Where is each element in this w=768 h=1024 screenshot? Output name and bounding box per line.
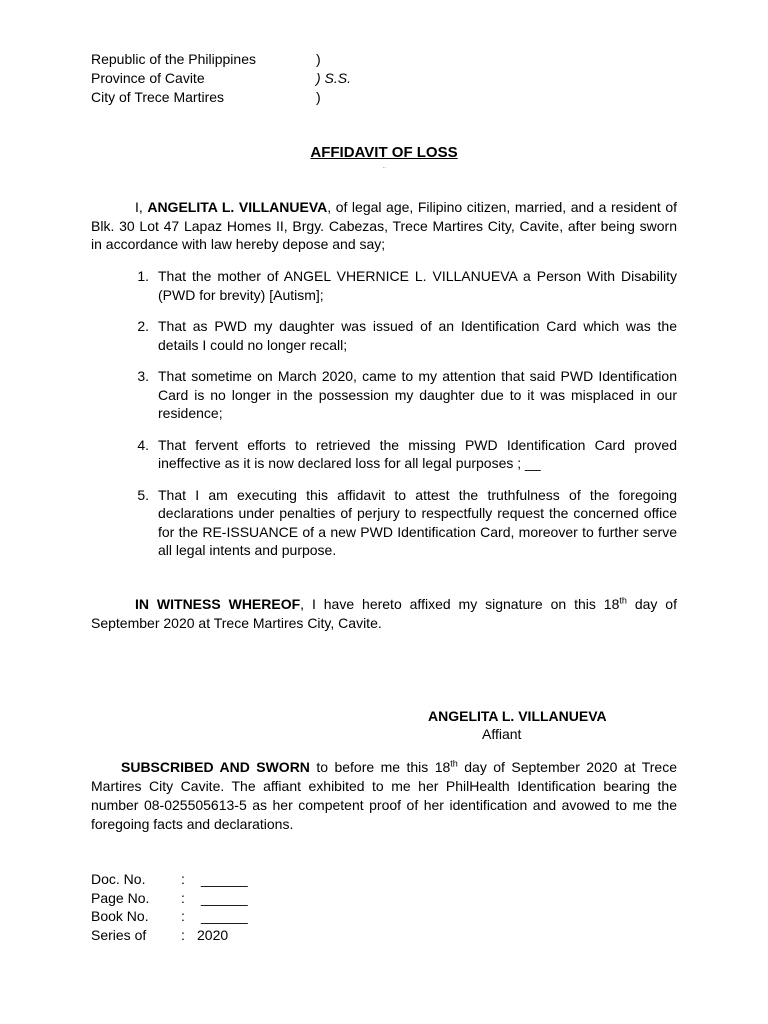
notarial-value: ______ [201,871,248,887]
jurat-lead: SUBSCRIBED AND SWORN [121,759,310,775]
item-number: 4. [137,436,149,453]
jurat-paragraph [91,758,677,834]
notarial-colon: : [181,908,185,924]
statement-list [91,267,677,560]
notarial-value: 2020 [197,926,229,943]
notarial-row [91,870,248,889]
statement-item [91,267,677,304]
notarial-label: Doc. No. [91,871,146,887]
item-text: That fervent efforts to retrieved the missing PWD Identification Card proved ineffective as it is now declared loss for all legal purposes ; __ [158,436,677,471]
notarial-row [91,926,248,945]
venue-mark: ) S.S. [316,70,352,86]
notarial-label: Series of [91,926,147,943]
witness-ordinal: th [619,595,627,606]
statement-item [91,367,677,423]
intro-text: , of legal age, Filipino citizen, married, and a resident of Blk. 30 Lot 47 Lapaz Homes II, Brgy. Cabezas, Trece Martires City, Cavite, after being sworn in accordance with law hereby depose and say; [91,199,678,252]
jurat-ordinal: th [450,758,458,769]
venue-place: City of Trece Martires [91,89,225,105]
venue-block [91,50,351,107]
witness-paragraph [91,595,677,633]
venue-line [91,50,351,69]
notarial-row [91,907,248,926]
item-number: 5. [137,486,149,503]
statement-item [91,486,677,560]
item-text: That as PWD my daughter was issued of an Identification Card which was the details I could no longer recall; [158,318,677,353]
signer-role: Affiant [482,726,522,742]
intro-paragraph [91,198,677,254]
item-number: 1. [137,268,149,284]
notarial-label: Book No. [91,908,149,924]
venue-place: Republic of the Philippines [91,51,256,67]
intro-prefix: I, [135,199,148,215]
notarial-value: ______ [201,889,248,906]
signer-name: ANGELITA L. VILLANUEVA [428,708,607,724]
item-text: That sometime on March 2020, came to my attention that said PWD Identification Card is no longer in the possession my daughter due to it was misplaced in our residence; [158,368,677,421]
item-text: That I am executing this affidavit to attest the truthfulness of the foregoing declarations under penalties of perjury to respectfully request the concerned office for the RE-ISSUANCE of a new PWD Identification Card, moreover to further serve all legal intents and purpose. [158,486,677,558]
affiant-name: ANGELITA L. VILLANUEVA [147,199,328,215]
notarial-label: Page No. [91,889,150,906]
witness-lead: IN WITNESS WHEREOF [135,596,301,612]
witness-text: , I have hereto affixed my signature on this 18 [300,596,620,612]
venue-place: Province of Cavite [91,70,205,86]
jurat-text: to before me this 18 [309,759,451,775]
notarial-value: ______ [201,908,248,924]
notarial-colon: : [181,871,185,887]
venue-line [91,88,351,107]
statement-item [91,317,677,354]
jurat-text-end: day of September 2020 at Trece Martires City Cavite. The affiant exhibited to me her PhilHealth Identification bearing the number 08-025505613-5 as her competent proof of her identification and avowed to me the foregoing facts and declarations. [91,759,677,832]
item-number: 2. [137,318,149,334]
venue-line [91,69,351,88]
notarial-row [91,889,248,908]
document-title: AFFIDAVIT OF LOSS [310,144,458,161]
witness-text-end: day of September 2020 at Trece Martires City, Cavite. [91,596,677,631]
statement-item [91,436,677,473]
notarial-colon: : [181,889,185,906]
venue-mark: ) [316,51,321,67]
notarial-colon: : [181,926,185,943]
notarial-register [91,870,248,944]
item-text: That the mother of ANGEL VHERNICE L. VILLANUEVA a Person With Disability (PWD for brevity) [Autism]; [158,268,677,303]
item-number: 3. [137,368,149,384]
title-mark: ¨ [383,166,386,175]
venue-mark: ) [316,89,321,105]
